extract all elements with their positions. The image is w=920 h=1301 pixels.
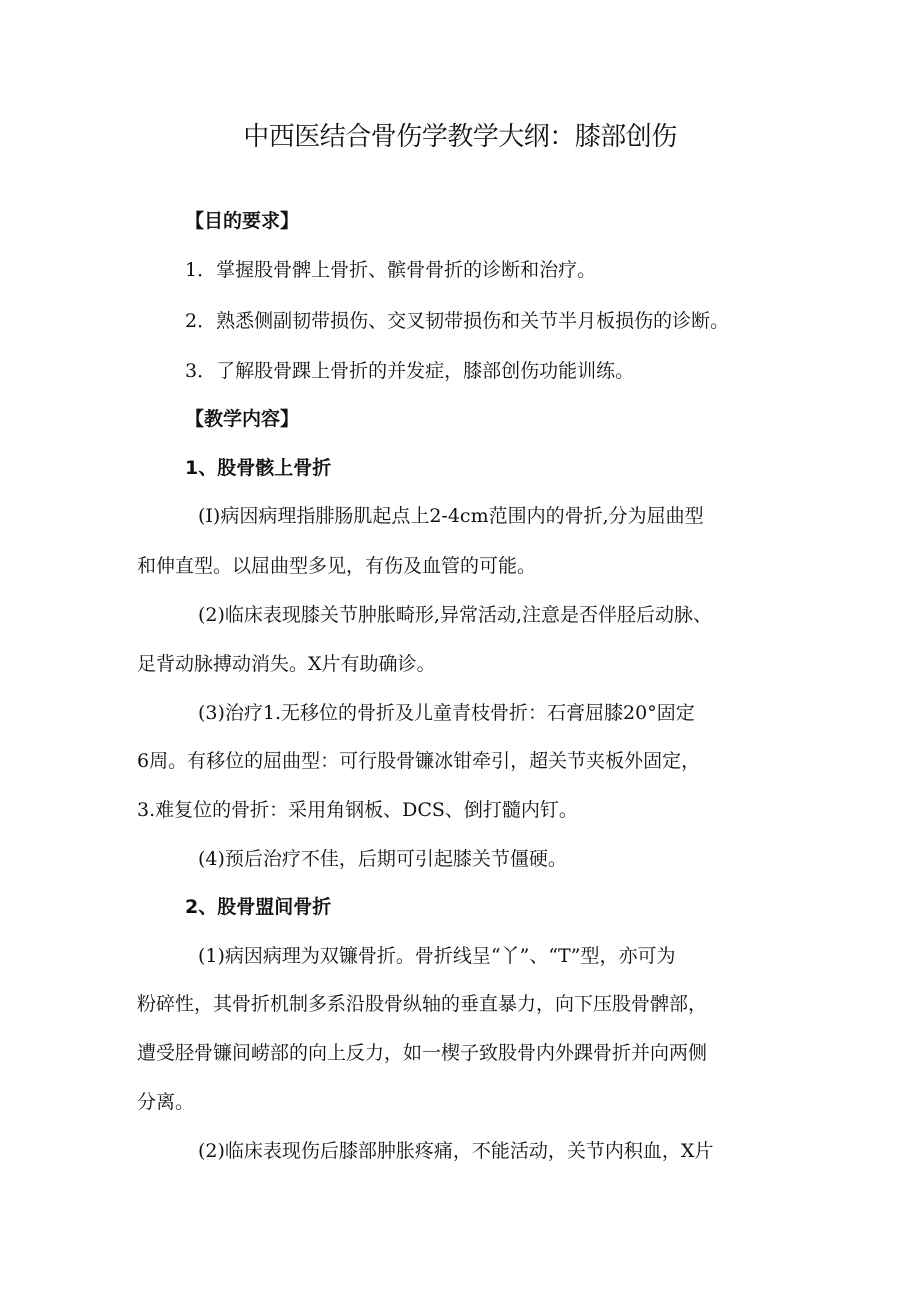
paragraph-line: (2)临床表现伤后膝部肿胀疼痛，不能活动，关节内积血，X片 [198,1140,714,1162]
paragraph-line: (1)病因病理为双镰骨折。骨折线呈“丫”、“T”型，亦可为 [198,945,676,967]
paragraph-line: 和伸直型。以屈曲型多见，有伤及血管的可能。 [137,555,537,577]
paragraph-line: (I)病因病理指腓肠肌起点上2-4cm范围内的骨折,分为屈曲型 [198,505,704,527]
paragraph-line: 分离。 [137,1091,195,1113]
objective-item-2: 2．熟悉侧副韧带损伤、交叉韧带损伤和关节半月板损伤的诊断。 [185,310,730,332]
paragraph-line: (3)治疗1.无移位的骨折及儿童青枝骨折：石膏屈膝20°固定 [198,702,695,724]
section-heading-objectives: 【目的要求】 [185,210,300,232]
objective-item-3: 3．了解股骨踝上骨折的并发症，膝部创伤功能训练。 [185,360,635,382]
paragraph-line: (4)预后治疗不佳，后期可引起膝关节僵硬。 [198,848,567,870]
topic-heading-1: 1、股骨骸上骨折 [185,457,332,479]
objective-item-1: 1．掌握股骨髀上骨折、髌骨骨折的诊断和治疗。 [185,259,597,281]
paragraph-line: 遭受胫骨镰间崂部的向上反力，如一楔子致股骨内外踝骨折并向两侧 [137,1042,708,1064]
paragraph-line: 6周。有移位的屈曲型：可行股骨镰冰钳牵引，超关节夹板外固定， [137,750,701,772]
paragraph-line: 3.难复位的骨折：采用角钢板、DCS、倒打髓内钉。 [137,799,578,821]
paragraph-line: 粉碎性，其骨折机制多系沿股骨纵轴的垂直暴力，向下压股骨髀部， [137,993,708,1015]
topic-heading-2: 2、股骨盟间骨折 [185,896,332,918]
section-heading-content: 【教学内容】 [185,408,300,430]
page-title: 中西医结合骨伤学教学大纲：膝部创伤 [243,122,677,152]
paragraph-line: (2)临床表现膝关节肿胀畸形,异常活动,注意是否伴胫后动脉、 [198,604,712,626]
paragraph-line: 足背动脉搏动消失。X片有助确诊。 [137,653,436,675]
